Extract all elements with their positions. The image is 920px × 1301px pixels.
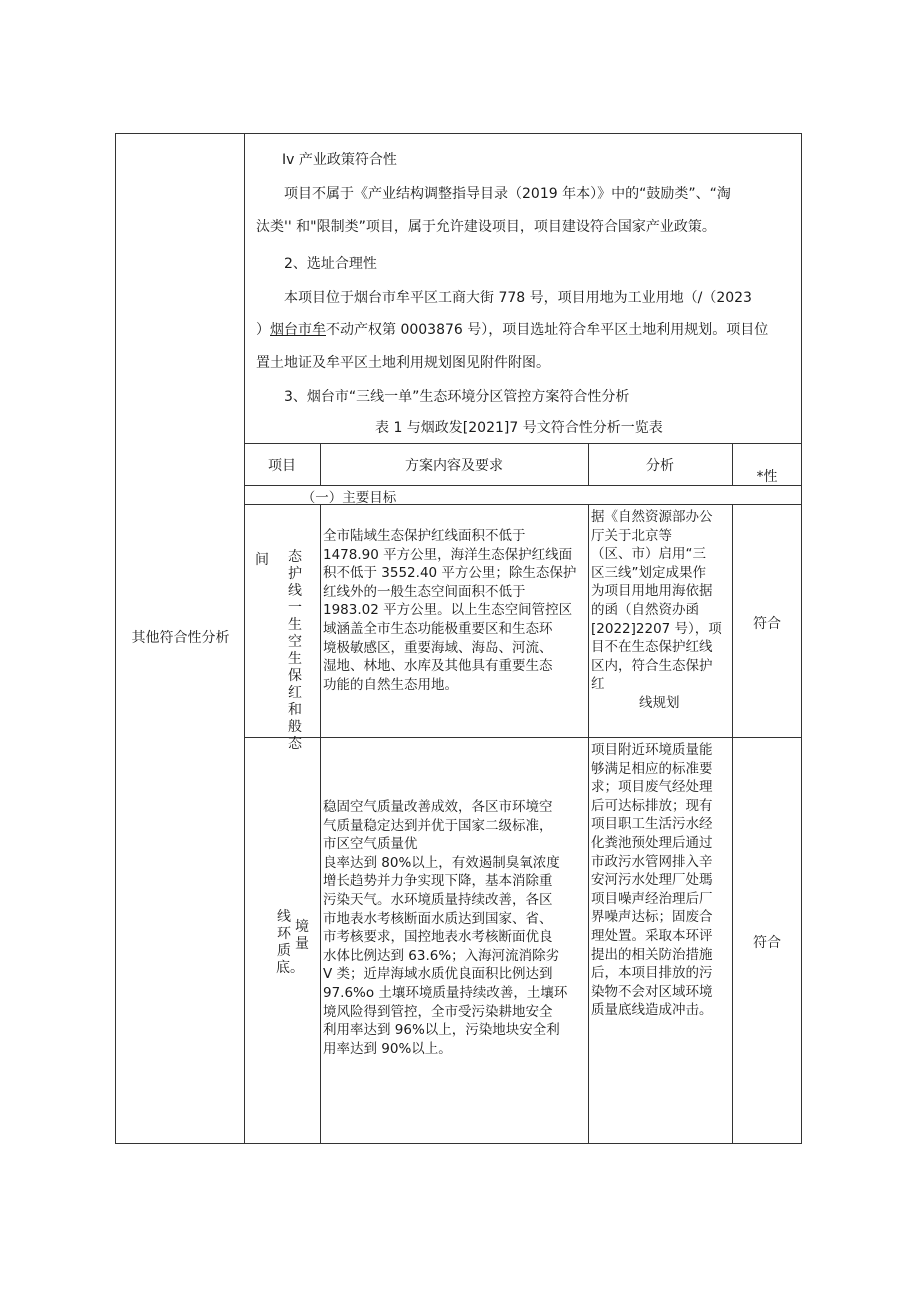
row2-analysis-line: 市政污水管网排入辛 <box>591 853 713 870</box>
row2-content <box>323 798 586 1058</box>
row2-analysis-line: 界噪声达标；固废合 <box>591 909 713 926</box>
col-divider-3 <box>732 504 733 1144</box>
row1-analysis-line: [2022]2207 号），项 <box>591 620 722 637</box>
row1-analysis-line: 区三线”划定成果作 <box>591 564 706 581</box>
row1-content <box>323 527 586 694</box>
para-site-line2-pre: ） <box>256 322 270 338</box>
row2-content-line: 97.6%o 土壤环境质量持续改善，土壤环 <box>323 984 568 1001</box>
row1-analysis-line: 为项目用地用海依据 <box>591 583 713 600</box>
row2-content-line: 气质量稳定达到并优于国家二级标准， <box>323 817 553 834</box>
row1-content-line: 1983.02 平方公里。以上生态空间管控区 <box>323 602 573 619</box>
row2-content-line: 利用率达到 96%以上，污染地块安全利 <box>323 1022 560 1039</box>
row2-result: 符合 <box>753 935 781 951</box>
row2-analysis-line: 化粪池预处理后通过 <box>591 834 713 851</box>
table-left-border <box>244 443 245 1144</box>
para-industry-policy-line1: 项目不属于《产业结构调整指导目录（2019 年本）》中的“鼓励类”、“淘 <box>284 186 731 202</box>
row2-content-line: 境风险得到管控，全市受污染耕地安全 <box>323 1003 553 1020</box>
row1-analysis-line: 红 <box>591 676 605 693</box>
row2-analysis-line: 理处置。采取本环评 <box>591 927 713 944</box>
row2-content-line: 用率达到 90%以上。 <box>323 1040 452 1057</box>
row2-analysis-line: 后可达标排放；现有 <box>591 797 713 814</box>
row1-item-vertical: 态护线一生空生保红和般态 <box>288 549 302 752</box>
table-caption: 表 1 与烟政发[2021]7 号文符合性分析一览表 <box>375 420 663 436</box>
row2-content-line: 市考核要求，国控地表水考核断面优良 <box>323 929 553 946</box>
row1-content-line: 功能的自然生态用地。 <box>323 676 458 693</box>
row1-analysis <box>591 508 731 713</box>
row1-analysis-line: 厅关于北京等 <box>591 527 672 544</box>
row2-content-line: 市区空气质量优 <box>323 836 418 853</box>
row2-item-col2: 境量 <box>295 919 309 952</box>
row1-analysis-line: （区、市）启用“三 <box>591 546 706 563</box>
row1-analysis-line: 据《自然资源部办公 <box>591 509 713 525</box>
para-industry-policy-heading: Iv 产业政策符合性 <box>282 152 397 168</box>
row2-analysis-line: 项目噪声经治理后厂 <box>591 890 713 907</box>
row1-analysis-line: 线规划 <box>639 694 680 711</box>
row1-content-line: 1478.90 平方公里，海洋生态保护红线面 <box>323 546 573 563</box>
row2-analysis-line: 求；项目废气经处理 <box>591 779 713 796</box>
row1-analysis-line: 区内，符合生态保护 <box>591 657 713 674</box>
row1-item-prefix: 间 <box>255 552 269 568</box>
header-analysis: 分析 <box>646 458 674 474</box>
row2-content-line: 稳固空气质量改善成效，各区市环境空 <box>323 799 553 815</box>
row2-analysis <box>591 741 731 1020</box>
row2-analysis-line: 后，本项目排放的污 <box>591 965 713 982</box>
row2-analysis-line: 安河污水处理厂处瑪 <box>591 872 713 889</box>
row2-content-line: 市地表水考核断面水质达到国家、省、 <box>323 910 553 927</box>
row2-analysis-line: 项目职工生活污水经 <box>591 816 713 833</box>
para-site-line2-link: 烟台市牟 <box>270 322 326 338</box>
row1-analysis-line: 目不在生态保护红线 <box>591 639 713 656</box>
row2-item-col1: 线环质底。 <box>276 909 304 976</box>
row1-content-line: 红线外的一般生态空间面积不低于 <box>323 583 526 600</box>
row2-analysis-line: 提出的相关防治措施 <box>591 946 713 963</box>
para-site-heading: 2、选址合理性 <box>284 256 377 272</box>
header-compliance: *性 <box>756 469 778 485</box>
row1-content-line: 域涵盖全市生态功能极重要区和生态环 <box>323 620 553 637</box>
row2-content-line: 良率达到 80%以上，有效遏制臭氧浓度 <box>323 854 560 871</box>
para-three-lines-heading: 3、烟台市“三线一单”生态环境分区管控方案符合性分析 <box>284 389 630 405</box>
compliance-table <box>244 443 802 1144</box>
row2-analysis-line: 够满足相应的标准要 <box>591 760 713 777</box>
header-item: 项目 <box>268 458 296 474</box>
col-divider-2 <box>588 504 589 1144</box>
left-label: 其他符合性分析 <box>131 630 230 646</box>
para-site-line2 <box>256 319 768 339</box>
row1-bottom-border <box>244 737 802 738</box>
table-top-border <box>244 443 802 444</box>
row2-content-line: 污染天气。水环境质量持续改善，各区 <box>323 891 553 908</box>
para-site-line1: 本项目位于烟台市牟平区工商大街 778 号，项目用地为工业用地（/（2023 <box>284 290 752 306</box>
row2-content-line: V 类；近岸海域水质优良面积比例达到 <box>323 966 553 983</box>
row2-content-line: 增长趋势并力争实现下降，基本消除重 <box>323 873 553 890</box>
row1-content-line: 湿地、林地、水库及其他具有重要生态 <box>323 658 553 675</box>
para-site-line2-post: 不动产权第 0003876 号），项目选址符合牟平区土地利用规划。项目位 <box>326 322 769 338</box>
para-site-line3: 置土地证及牟平区土地利用规划图见附件附图。 <box>256 355 550 371</box>
row2-analysis-line: 项目附近环境质量能 <box>591 742 713 758</box>
para-industry-policy-line2: 汰类'' 和"限制类”项目，属于允许建设项目，项目建设符合国家产业政策。 <box>256 219 716 235</box>
row1-analysis-line: 的函（自然资办函 <box>591 601 699 618</box>
row2-content-line: 水体比例达到 63.6%；入海河流消除劣 <box>323 947 560 964</box>
row2-analysis-line: 质量底线造成冲击。 <box>591 1002 713 1019</box>
row1-result: 符合 <box>753 616 781 632</box>
row1-content-line: 积不低于 3552.40 平方公里；除生态保护 <box>323 565 577 582</box>
section-main-targets: （一）主要目标 <box>301 490 397 506</box>
col-divider-1 <box>320 504 321 1144</box>
row1-content-line: 全市陆域生态保护红线面积不低于 <box>323 528 526 544</box>
left-column <box>116 134 245 1143</box>
header-content: 方案内容及要求 <box>405 458 503 474</box>
row1-content-line: 境极敏感区，重要海域、海岛、河流、 <box>323 639 553 656</box>
row2-analysis-line: 染物不会对区域环境 <box>591 983 713 1000</box>
